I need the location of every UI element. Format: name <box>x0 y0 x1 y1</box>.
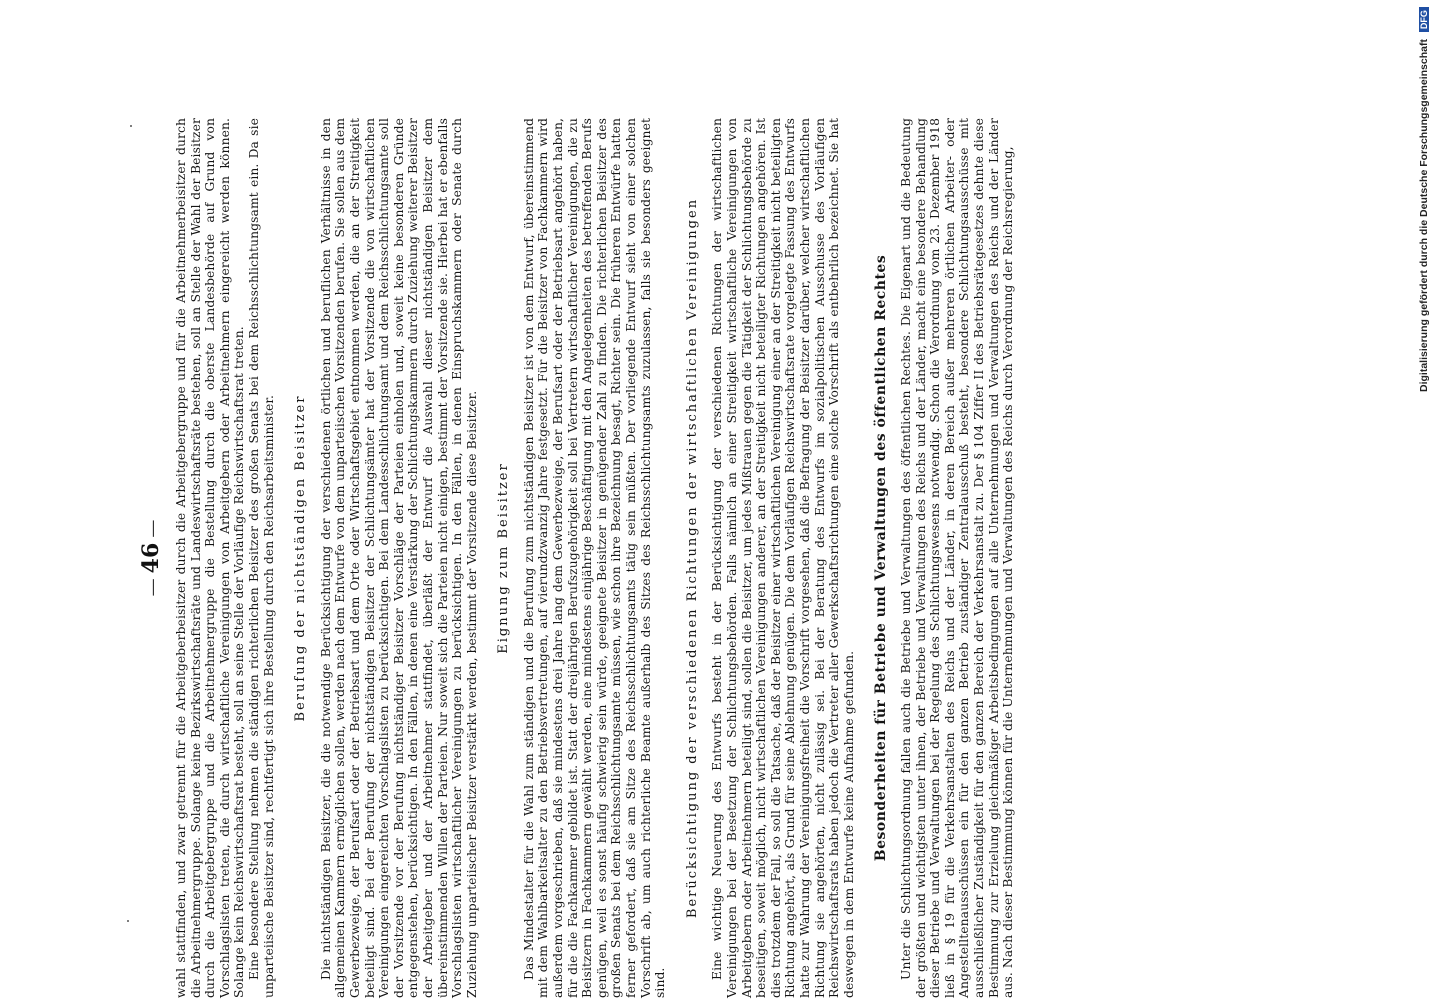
header-dash-right: — <box>142 519 163 538</box>
section-title-eignung: Eignung zum Beisitzer <box>496 462 512 654</box>
section-title-oeffentliches-recht: Besonderheiten für Betriebe und Verwaltungen des öffentlichen Rechtes <box>873 254 890 862</box>
body-text <box>174 118 1324 998</box>
digitization-attribution <box>1418 7 1430 392</box>
dfg-logo: DFG <box>1419 7 1429 32</box>
rotated-page-content <box>128 118 1323 998</box>
page-header <box>128 118 168 998</box>
section-title-berufung: Berufung der nichtständigen Beisitzer <box>293 394 309 722</box>
intro-paragraph: wahl stattfinden, und zwar getrennt für die Arbeitgeberbeisitzer durch die Arbeitgebergruppe und für die Arbeitnehmerbeisitzer durch die Arbeitnehmergruppe. Solange keine Bezirkswirtschaftsräte und Landeswirtschaftsräte bestehen, soll an Stelle der Wahl der Beisitzer durch die Arbeitgebergruppe und die Arbeitnehmergruppe die Bestellung durch die oberste Landesbehörde auf Grund von Vorschlagslisten treten, die durch wirtschaftliche Vereinigungen von Arbeitgebern oder Arbeitnehmern eingereicht werden können. Solange kein Reichswirtschaftsrat besteht, soll an seine Stelle der Vorläufige Reichswirtschaftsrat treten. <box>174 118 247 998</box>
attribution-text: Digitalisierung gefördert durch die Deutsche Forschungsgemeinschaft <box>1418 39 1430 392</box>
section-text-richtungen: Eine wichtige Neuerung des Entwurfs besteht in der Berücksichtigung der verschiedenen Richtungen der wirtschaftlichen Vereinigungen bei der Besetzung der Schlichtungsbehörden. Falls nämlich an einer Streitigkeit wirtschaftliche Vereinigungen von Arbeitgebern oder Arbeitnehmern beteiligt sind, sollen die Beisitzer, um jedes Mißtrauen gegen die Tätigkeit der Schlichtungsbehörde zu beseitigen, soweit möglich, nicht wirtschaftlichen Vereinigungen anderer, an der Streitigkeit nicht beteiligter Richtungen angehören. Ist dies trotzdem der Fall, so soll die Tatsache, daß der Beisitzer einer wirtschaftlichen Vereinigung einer an der Streitigkeit nicht beteiligten Richtung angehört, als Grund für seine Ablehnung genügen. Die dem Vorläufigen Reichswirtschaftsrate vorgelegte Fassung des Entwurfs hatte zur Wahrung der Vereinigungsfreiheit die Vorschrift vorgesehen, daß die Befragung der Beisitzer darüber, welcher wirtschaftlichen Richtung sie angehörten, nicht zulässig sei. Bei der Beratung des Entwurfs im sozialpolitischen Ausschusse des Vorläufigen Reichswirtschaftsrats haben jedoch die Vertreter aller Gewerkschaftsrichtungen eine solche Vorschrift als entbehrlich bezeichnet. Sie hat deswegen in dem Entwurfe keine Aufnahme gefunden. <box>710 118 856 998</box>
scan-speck <box>130 125 132 127</box>
page-number: 46 <box>138 542 164 574</box>
section-text-berufung: Die nichtständigen Beisitzer, die die notwendige Berücksichtigung der verschiedenen örtlichen und beruflichen Verhältnisse in den allgemeinen Kammern ermöglichen sollen, werden nach dem Entwurfe von dem unparteiischen Vorsitzenden berufen. Sie sollen aus dem Gewerbezweige, der Berufsart oder der Betriebsart und dem Orte oder Wirtschaftsgebiet entnommen werden, die an der Streitigkeit beteiligt sind. Bei der Berufung der nichtständigen Beisitzer der Schlichtungsämter hat der Vorsitzende die von wirtschaftlichen Vereinigungen eingereichten Vorschlagslisten zu berücksichtigen. Bei dem Landesschlichtungsamt und dem Reichsschlichtungsamte soll der Vorsitzende vor der Berufung nichtständiger Beisitzer Vorschläge der Parteien einholen und, soweit keine besonderen Gründe entgegenstehen, berücksichtigen. In den Fällen, in denen eine Verstärkung der Schlichtungskammern durch Zuziehung weiterer Beisitzer der Arbeitgeber und der Arbeitnehmer stattfindet, überläßt der Entwurf die Auswahl dieser nichtständigen Beisitzer dem übereinstimmenden Willen der Parteien. Nur soweit sich die Parteien nicht einigen, bestimmt der Vorsitzende sie. Hierbei hat er ebenfalls Vorschlagslisten wirtschaftlicher Vereinigungen zu berücksichtigen. In den Fällen, in denen Einspruchskammern oder Senate durch Zuziehung unparteiischer Beisitzer verstärkt werden, bestimmt der Vorsitzende diese Beisitzer. <box>318 118 479 998</box>
section-title-richtungen: Berücksichtigung der verschiedenen Richtungen der wirtschaftlichen Vereinigungen <box>684 197 700 919</box>
section-text-eignung: Das Mindestalter für die Wahl zum ständigen und die Berufung zum nichtständigen Beisitzer ist von dem Entwurf, übereinstimmend mit dem Wahlbarkeitsalter zu den Betriebsvertretungen, auf vierundzwanzig Jahre festgesetzt. Für die Beisitzer von Fachkammern wird außerdem vorgeschrieben, daß sie mindestens drei Jahre lang dem Gewerbezweige, der Berufsart oder der Betriebsart angehört haben, für die die Fachkammer gebildet ist. Statt der dreijährigen Berufszugehörigkeit soll bei Vertretern wirtschaftlicher Vereinigungen, die zu Beisitzern in Fachkammern gewählt werden, eine mindestens einjährige Beschäftigung mit den Angelegenheiten des betreffenden Berufs genügen, weil es sonst häufig schwierig sein würde, geeignete Beisitzer in genügender Zahl zu finden. Die richterlichen Beisitzer des großen Senats bei dem Reichsschlichtungsamte müssen, wie schon ihre Bezeichnung besagt, Richter sein. Die früheren Entwürfe hatten ferner gefordert, daß sie am Sitze des Reichsschlichtungsamts tätig sein müßten. Der vorliegende Entwurf sieht von einer solchen Vorschrift ab, um auch richterliche Beamte außerhalb des Sitzes des Reichsschlichtungsamts zuzulassen, falls sie besonders geeignet sind. <box>521 118 668 998</box>
header-dash-left: — <box>142 578 163 597</box>
section-text-oeffentliches-recht: Unter die Schlichtungsordnung fallen auch die Betriebe und Verwaltungen des öffentlichen Rechtes. Die Eigenart und die Bedeutung der größten und wichtigsten unter ihnen, der Betriebe und Verwaltungen des Reichs und der Länder, macht eine besondere Behandlung dieser Betriebe und Verwaltungen bei der Regelung des Schlichtungswesens notwendig. Schon die Verordnung vom 23. Dezember 1918 ließ in § 19 für die Verkehrsanstalten des Reichs und der Länder, in deren Bereich außer mehreren örtlichen Arbeiter- oder Angestelltenausschüssen ein für den ganzen Betrieb zuständiger Zentralausschuß besteht, besondere Schlichtungsausschüsse mit ausschließlicher Zuständigkeit für den ganzen Bereich der Verkehrsanstalt zu. Der § 104 Ziffer II des Betriebsrätegesetzes dehnte diese Bestimmung zur Erzielung gleichmäßiger Arbeitsbedingungen auf alle Unternehmungen und Verwaltungen des Reichs und der Länder aus. Nach dieser Bestimmung können für die Unternehmungen und Verwaltungen des Reichs durch Verordnung der Reichsregierung, <box>898 118 1016 998</box>
intro-paragraph-2: Eine besondere Stellung nehmen die ständigen richterlichen Beisitzer des großen Senats bei dem Reichsschlichtungsamt ein. Da sie unparteiische Beisitzer sind, rechtfertigt sich ihre Bestellung durch den Reichsarbeitsminister. <box>246 118 276 998</box>
scan-speck <box>127 920 129 922</box>
